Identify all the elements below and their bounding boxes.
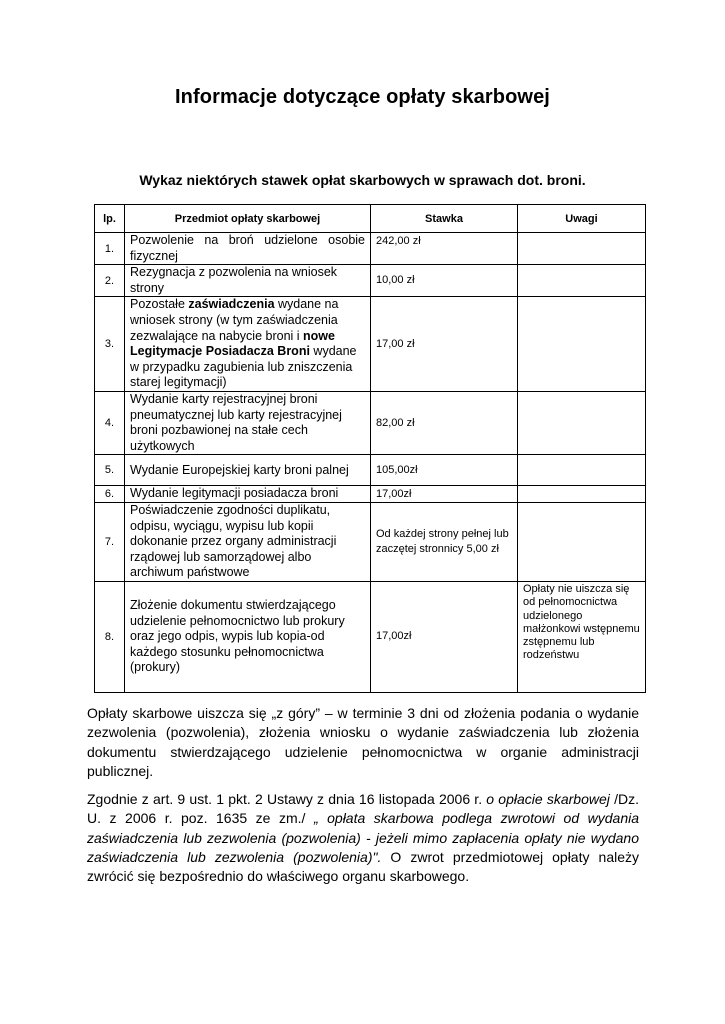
table-row xyxy=(95,391,646,454)
row-number: 6. xyxy=(95,486,125,503)
row-notes xyxy=(518,455,646,486)
row-rate: 242,00 zł xyxy=(371,233,518,265)
row-subject-text: Pozostałe xyxy=(130,297,189,312)
row-rate: 10,00 zł xyxy=(371,265,518,297)
row-notes xyxy=(518,502,646,581)
table-row xyxy=(95,233,646,265)
row-subject: Rezygnacja z pozwolenia na wniosek strony xyxy=(125,265,371,297)
table-row xyxy=(95,486,646,503)
row-rate: 17,00zł xyxy=(371,581,518,692)
row-rate: 82,00 zł xyxy=(371,391,518,454)
row-subject-text: wydane na wniosek strony (w tym zaświadczenia zezwalające na nabycie broni i xyxy=(130,297,339,343)
row-number: 4. xyxy=(95,391,125,454)
page-title: Informacje dotyczące opłaty skarbowej xyxy=(175,86,550,108)
payment-timing-paragraph: Opłaty skarbowe uiszcza się „z góry” – w terminie 3 dni od złożenia podania o wydanie zezwolenia (pozwolenia), złożenia wniosku o wydanie zaświadczenia lub złożenia dokumentu stwierdzającego udzielenie pełnomocnictwa w organie administracji publicznej. xyxy=(87,705,639,779)
row-rate: 17,00zł xyxy=(371,486,518,503)
row-subject-emphasis: zaświadczenia xyxy=(188,297,275,312)
row-subject: Poświadczenie zgodności duplikatu, odpisu, wyciągu, wypisu lub kopii dokonanie przez organy administracji rządowej lub samorządowej albo archiwum państwowe xyxy=(125,502,371,581)
row-number: 2. xyxy=(95,265,125,297)
row-notes xyxy=(518,297,646,392)
row-notes xyxy=(518,265,646,297)
row-number: 7. xyxy=(95,502,125,581)
row-rate: 17,00 zł xyxy=(371,297,518,392)
header-subject: Przedmiot opłaty skarbowej xyxy=(125,205,371,233)
row-subject: Wydanie karty rejestracyjnej broni pneumatycznej lub karty rejestracyjnej broni pozbawionej na stałe cech użytkowych xyxy=(125,391,371,454)
row-subject: Wydanie legitymacji posiadacza broni xyxy=(125,486,371,503)
row-number: 8. xyxy=(95,581,125,692)
row-notes xyxy=(518,486,646,503)
header-notes: Uwagi xyxy=(518,205,646,233)
row-notes xyxy=(518,391,646,454)
row-number: 5. xyxy=(95,455,125,486)
refund-text: /Dz. U. z 2006 r. poz. 1635 ze zm./ xyxy=(87,791,639,827)
table-row xyxy=(95,297,646,392)
row-rate: Od każdej strony pełnej lub zaczętej stronnicy 5,00 zł xyxy=(371,502,518,581)
table-header-row xyxy=(95,205,646,233)
row-subject-emphasis: nowe Legitymacje Posiadacza Broni xyxy=(130,328,335,359)
refund-paragraph xyxy=(87,790,639,886)
row-subject: Wydanie Europejskiej karty broni palnej xyxy=(125,455,371,486)
row-number: 3. xyxy=(95,297,125,392)
row-subject: Złożenie dokumentu stwierdzającego udzielenie pełnomocnictwo lub prokury oraz jego odpis, wypis lub kopia-od każdego stosunku pełnomocnictwa (prokury) xyxy=(125,581,371,692)
row-subject xyxy=(125,297,371,392)
table-caption: Wykaz niektórych stawek opłat skarbowych w sprawach dot. broni. xyxy=(139,172,586,188)
row-notes: Opłaty nie uiszcza się od pełnomocnictwa udzielonego małżonkowi wstępnemu zstępnemu lub rodzeństwu xyxy=(518,581,646,692)
refund-text: O zwrot przedmiotowej opłaty należy zwrócić się bezpośrednio do właściwego organu skarbowego. xyxy=(87,848,639,885)
refund-law-title: o opłacie skarbowej xyxy=(486,791,610,807)
table-row xyxy=(95,581,646,692)
refund-quote: „ opłata skarbowa podlega zwrotowi od wydania zaświadczenia lub zezwolenia (pozwolenia) - jeżeli mimo zapłacenia opłaty nie wydano zaświadczenia lub zezwolenia (pozwolenia)". xyxy=(87,810,640,865)
row-subject-text: wydane w przypadku zagubienia lub zniszczenia starej legitymacji) xyxy=(130,344,357,390)
table-row xyxy=(95,455,646,486)
row-notes xyxy=(518,233,646,265)
fees-table xyxy=(94,204,646,693)
row-number: 1. xyxy=(95,233,125,265)
table-row xyxy=(95,502,646,581)
row-subject: Pozwolenie na broń udzielone osobie fizycznej xyxy=(125,233,371,265)
row-rate: 105,00zł xyxy=(371,455,518,486)
table-row xyxy=(95,265,646,297)
header-rate: Stawka xyxy=(371,205,518,233)
refund-text: Zgodnie z art. 9 ust. 1 pkt. 2 Ustawy z dnia 16 listopada 2006 r. xyxy=(87,791,487,807)
header-lp: lp. xyxy=(95,205,125,233)
